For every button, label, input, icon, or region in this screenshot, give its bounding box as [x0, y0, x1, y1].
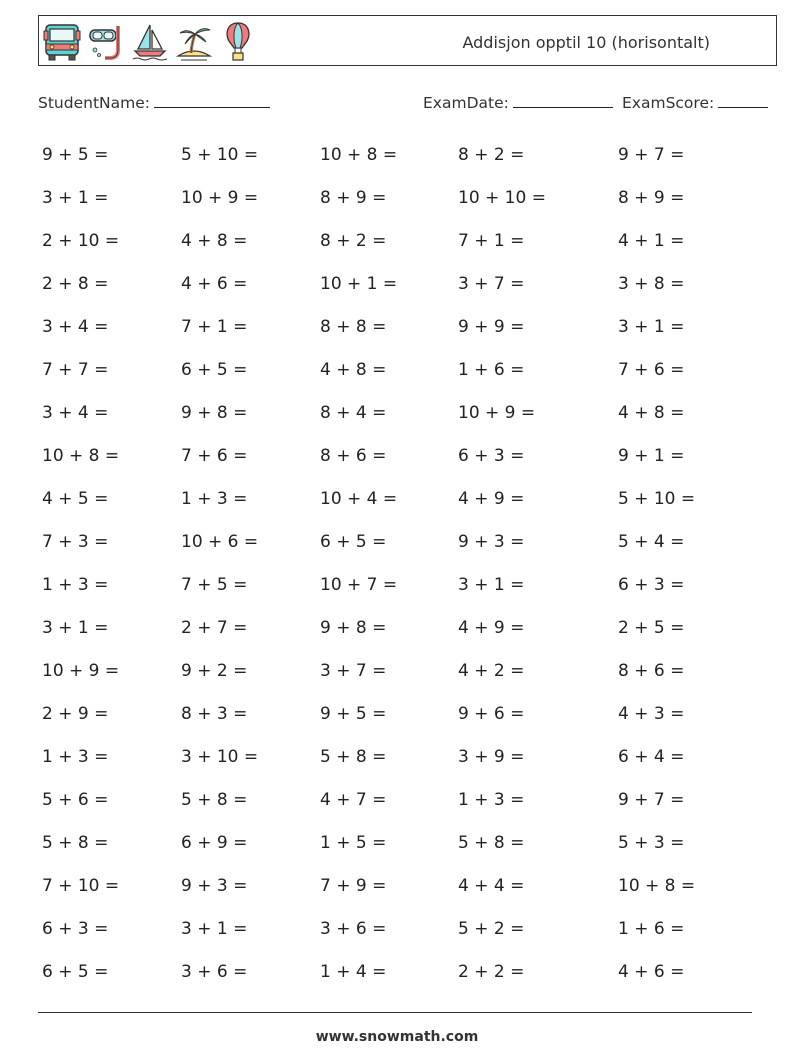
problem-12-2: 2 + 7 =	[181, 618, 248, 638]
problem-18-5: 10 + 8 =	[618, 876, 696, 896]
problem-20-5: 4 + 6 =	[618, 962, 685, 982]
problem-19-2: 3 + 1 =	[181, 919, 248, 939]
problem-1-5: 9 + 7 =	[618, 145, 685, 165]
problem-10-5: 5 + 4 =	[618, 532, 685, 552]
problem-6-2: 6 + 5 =	[181, 360, 248, 380]
problem-13-1: 10 + 9 =	[42, 661, 120, 681]
problem-14-5: 4 + 3 =	[618, 704, 685, 724]
problem-11-2: 7 + 5 =	[181, 575, 248, 595]
problem-1-1: 9 + 5 =	[42, 145, 109, 165]
problem-2-2: 10 + 9 =	[181, 188, 259, 208]
problem-16-3: 4 + 7 =	[320, 790, 387, 810]
problem-3-1: 2 + 10 =	[42, 231, 120, 251]
problem-17-2: 6 + 9 =	[181, 833, 248, 853]
problem-14-3: 9 + 5 =	[320, 704, 387, 724]
problem-19-4: 5 + 2 =	[458, 919, 525, 939]
problem-10-2: 10 + 6 =	[181, 532, 259, 552]
problem-12-1: 3 + 1 =	[42, 618, 109, 638]
problem-12-4: 4 + 9 =	[458, 618, 525, 638]
problem-6-3: 4 + 8 =	[320, 360, 387, 380]
problem-6-4: 1 + 6 =	[458, 360, 525, 380]
problem-2-5: 8 + 9 =	[618, 188, 685, 208]
problem-11-3: 10 + 7 =	[320, 575, 398, 595]
problem-1-3: 10 + 8 =	[320, 145, 398, 165]
problem-13-5: 8 + 6 =	[618, 661, 685, 681]
problem-14-2: 8 + 3 =	[181, 704, 248, 724]
problem-4-4: 3 + 7 =	[458, 274, 525, 294]
problem-7-5: 4 + 8 =	[618, 403, 685, 423]
problem-8-3: 8 + 6 =	[320, 446, 387, 466]
problem-9-1: 4 + 5 =	[42, 489, 109, 509]
problem-8-2: 7 + 6 =	[181, 446, 248, 466]
problem-6-5: 7 + 6 =	[618, 360, 685, 380]
problem-11-5: 6 + 3 =	[618, 575, 685, 595]
problem-7-2: 9 + 8 =	[181, 403, 248, 423]
problem-13-2: 9 + 2 =	[181, 661, 248, 681]
problem-5-4: 9 + 9 =	[458, 317, 525, 337]
problem-3-4: 7 + 1 =	[458, 231, 525, 251]
problem-7-3: 8 + 4 =	[320, 403, 387, 423]
problem-19-3: 3 + 6 =	[320, 919, 387, 939]
problem-15-4: 3 + 9 =	[458, 747, 525, 767]
worksheet-title: Addisjon opptil 10 (horisontalt)	[462, 33, 710, 52]
problem-7-4: 10 + 9 =	[458, 403, 536, 423]
problem-6-1: 7 + 7 =	[42, 360, 109, 380]
problem-11-4: 3 + 1 =	[458, 575, 525, 595]
problem-1-4: 8 + 2 =	[458, 145, 525, 165]
problem-9-2: 1 + 3 =	[181, 489, 248, 509]
problem-16-1: 5 + 6 =	[42, 790, 109, 810]
problem-17-3: 1 + 5 =	[320, 833, 387, 853]
problem-9-4: 4 + 9 =	[458, 489, 525, 509]
problem-10-3: 6 + 5 =	[320, 532, 387, 552]
problem-5-1: 3 + 4 =	[42, 317, 109, 337]
problem-3-2: 4 + 8 =	[181, 231, 248, 251]
problem-15-2: 3 + 10 =	[181, 747, 259, 767]
problem-20-2: 3 + 6 =	[181, 962, 248, 982]
problem-7-1: 3 + 4 =	[42, 403, 109, 423]
footer-divider	[38, 1012, 752, 1013]
problem-16-5: 9 + 7 =	[618, 790, 685, 810]
problem-5-3: 8 + 8 =	[320, 317, 387, 337]
problem-12-5: 2 + 5 =	[618, 618, 685, 638]
problem-17-1: 5 + 8 =	[42, 833, 109, 853]
problem-4-1: 2 + 8 =	[42, 274, 109, 294]
problem-20-1: 6 + 5 =	[42, 962, 109, 982]
problem-8-1: 10 + 8 =	[42, 446, 120, 466]
problem-1-2: 5 + 10 =	[181, 145, 259, 165]
problem-16-2: 5 + 8 =	[181, 790, 248, 810]
problem-9-5: 5 + 10 =	[618, 489, 696, 509]
problem-5-5: 3 + 1 =	[618, 317, 685, 337]
problem-4-2: 4 + 6 =	[181, 274, 248, 294]
problem-2-3: 8 + 9 =	[320, 188, 387, 208]
problem-17-4: 5 + 8 =	[458, 833, 525, 853]
problem-19-5: 1 + 6 =	[618, 919, 685, 939]
problem-9-3: 10 + 4 =	[320, 489, 398, 509]
problem-20-3: 1 + 4 =	[320, 962, 387, 982]
problem-12-3: 9 + 8 =	[320, 618, 387, 638]
problem-14-1: 2 + 9 =	[42, 704, 109, 724]
problem-8-5: 9 + 1 =	[618, 446, 685, 466]
problem-2-4: 10 + 10 =	[458, 188, 546, 208]
problem-19-1: 6 + 3 =	[42, 919, 109, 939]
problem-15-3: 5 + 8 =	[320, 747, 387, 767]
problem-11-1: 1 + 3 =	[42, 575, 109, 595]
problem-4-5: 3 + 8 =	[618, 274, 685, 294]
footer-url: www.snowmath.com	[315, 1029, 479, 1045]
problem-4-3: 10 + 1 =	[320, 274, 398, 294]
problem-5-2: 7 + 1 =	[181, 317, 248, 337]
student-name-label: StudentName:	[38, 94, 150, 112]
problem-15-5: 6 + 4 =	[618, 747, 685, 767]
problem-18-4: 4 + 4 =	[458, 876, 525, 896]
problem-18-2: 9 + 3 =	[181, 876, 248, 896]
problem-13-4: 4 + 2 =	[458, 661, 525, 681]
exam-date-label: ExamDate:	[423, 94, 509, 112]
problem-20-4: 2 + 2 =	[458, 962, 525, 982]
problem-17-5: 5 + 3 =	[618, 833, 685, 853]
problem-8-4: 6 + 3 =	[458, 446, 525, 466]
problem-18-1: 7 + 10 =	[42, 876, 120, 896]
problem-15-1: 1 + 3 =	[42, 747, 109, 767]
problem-13-3: 3 + 7 =	[320, 661, 387, 681]
problem-2-1: 3 + 1 =	[42, 188, 109, 208]
problem-3-3: 8 + 2 =	[320, 231, 387, 251]
problem-14-4: 9 + 6 =	[458, 704, 525, 724]
problem-16-4: 1 + 3 =	[458, 790, 525, 810]
problem-10-1: 7 + 3 =	[42, 532, 109, 552]
problem-18-3: 7 + 9 =	[320, 876, 387, 896]
problem-10-4: 9 + 3 =	[458, 532, 525, 552]
exam-score-label: ExamScore:	[622, 94, 715, 112]
problem-3-5: 4 + 1 =	[618, 231, 685, 251]
